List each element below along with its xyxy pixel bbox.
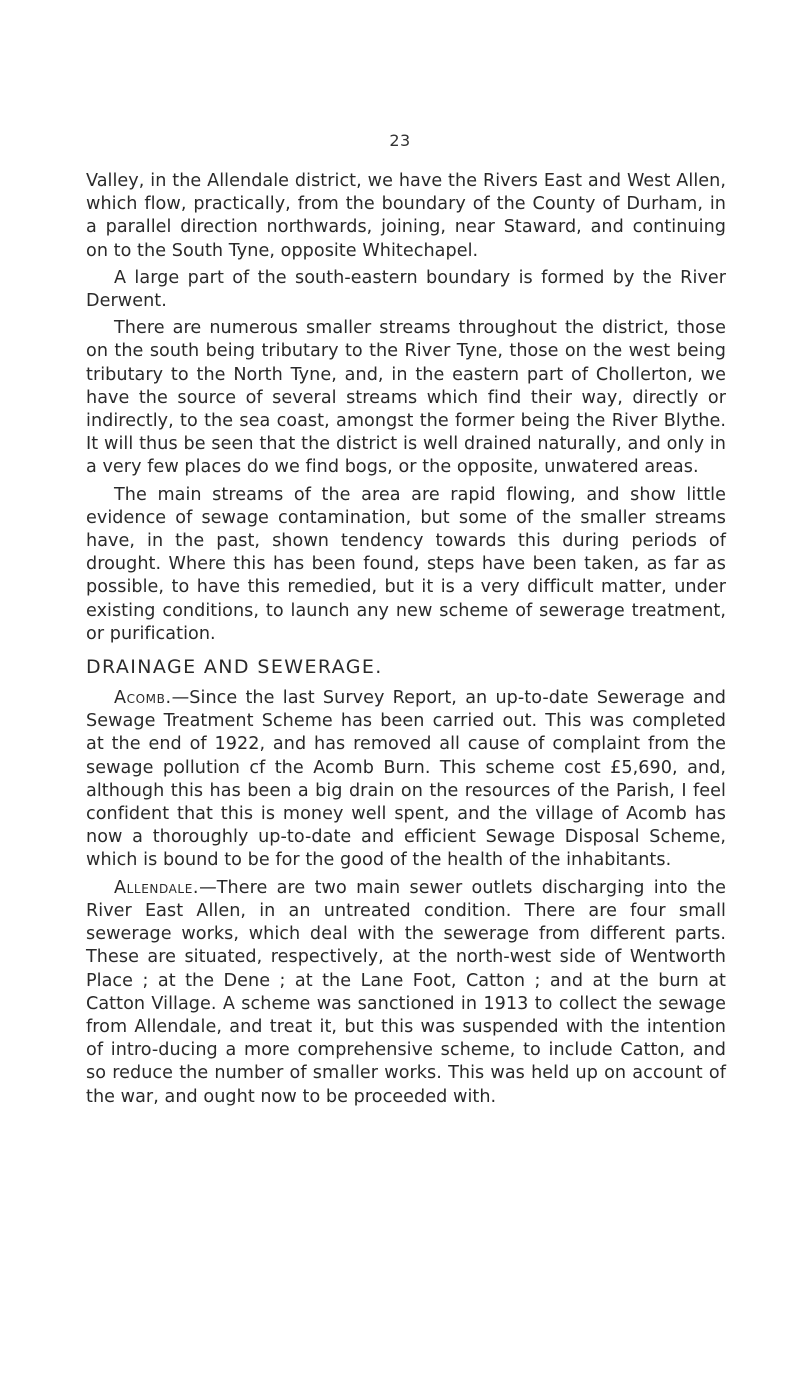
- paragraph-derwent: A large part of the south-eastern boundary is formed by the River Derwent.: [86, 267, 726, 312]
- allendale-lead: Allendale.: [114, 877, 200, 898]
- page-number: 23: [389, 131, 411, 150]
- acomb-lead: Acomb.: [114, 688, 172, 709]
- paragraph-smaller-streams: There are numerous smaller streams throughout the district, those on the south being tributary to the River Tyne, those on the west being tributary to the North Tyne, and, in the eastern part of Chollerton, we have the source of several streams which find their way, directly or indirectly, to the sea coast, amongst the former being the River Blythe. It will thus be seen that the district is well drained naturally, and only in a very few places do we find bogs, or the opposite, unwatered areas.: [86, 318, 726, 478]
- paragraph-allendale: [86, 877, 726, 1109]
- allendale-text: —There are two main sewer outlets discharging into the River East Allen, in an untreated condition. There are four small sewerage works, which deal with the sewerage from different parts. These are situated, respectively, at the north-west side of Wentworth Place ; at the Dene ; at the Lane Foot, Catton ; and at the burn at Catton Village. A scheme was sanctioned in 1913 to collect the sewage from Allendale, and treat it, but this was suspended with the intention of intro-ducing a more comprehensive scheme, to include Catton, and so reduce the number of smaller works. This was held up on account of the war, and ought now to be proceeded with.: [86, 877, 726, 1107]
- body-text: [86, 170, 726, 1113]
- paragraph-acomb: [86, 687, 726, 873]
- acomb-text: —Since the last Survey Report, an up-to-date Sewerage and Sewage Treatment Scheme has been carried out. This was completed at the end of 1922, and has removed all cause of complaint from the sewage pollution cf the Acomb Burn. This scheme cost £5,690, and, although this has been a big drain on the resources of the Parish, I feel confident that this is money well spent, and the village of Acomb has now a thoroughly up-to-date and efficient Sewage Disposal Scheme, which is bound to be for the good of the health of the inhabitants.: [86, 688, 726, 871]
- paragraph-rivers-allen: Valley, in the Allendale district, we have the Rivers East and West Allen, which flow, practically, from the boundary of the County of Durham, in a parallel direction northwards, joining, near Staward, and continuing on to the South Tyne, opposite Whitechapel.: [86, 171, 726, 261]
- section-heading-drainage: DRAINAGE AND SEWERAGE.: [86, 656, 383, 679]
- paragraph-main-streams: The main streams of the area are rapid flowing, and show little evidence of sewage contamination, but some of the smaller streams have, in the past, shown tendency towards this during periods of drought. Where this has been found, steps have been taken, as far as possible, to have this remedied, but it is a very difficult matter, under existing conditions, to launch any new scheme of sewerage treatment, or purification.: [86, 484, 726, 644]
